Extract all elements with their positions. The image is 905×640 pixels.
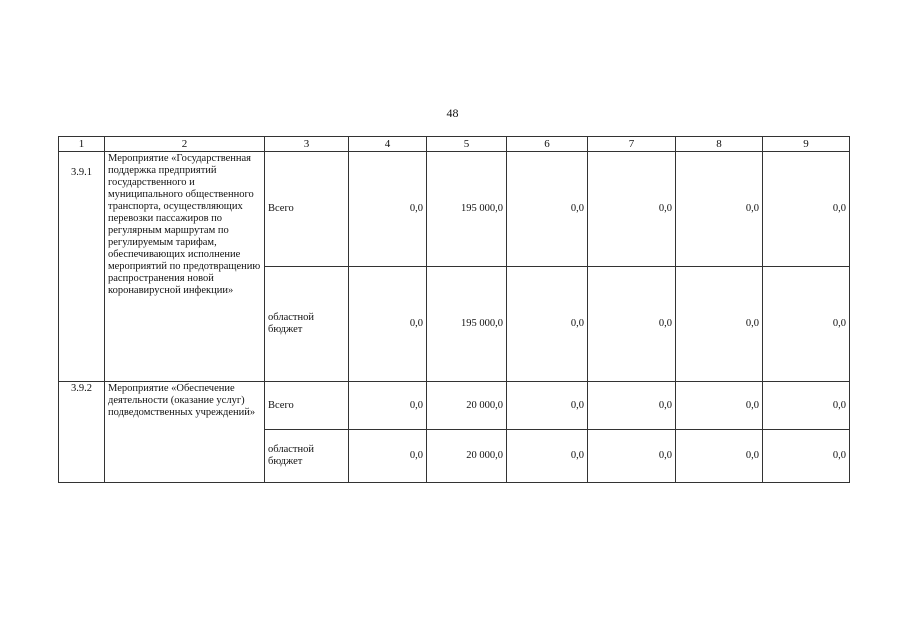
table-cell: 0,0 <box>676 152 763 267</box>
item-code: 3.9.2 <box>59 382 105 483</box>
column-header: 6 <box>507 137 588 152</box>
table-cell: 0,0 <box>507 430 588 483</box>
table-cell: 0,0 <box>349 382 427 430</box>
table-row <box>59 382 850 430</box>
table-cell: 0,0 <box>349 152 427 267</box>
table-cell: 0,0 <box>588 152 676 267</box>
table-cell: 0,0 <box>763 267 850 382</box>
table-cell: 0,0 <box>507 267 588 382</box>
column-header: 9 <box>763 137 850 152</box>
table-cell: 0,0 <box>349 267 427 382</box>
column-header: 5 <box>427 137 507 152</box>
column-header: 3 <box>265 137 349 152</box>
table-row <box>59 152 850 267</box>
table-cell: 0,0 <box>588 382 676 430</box>
funding-source: Всего <box>265 152 349 267</box>
funding-source: Всего <box>265 382 349 430</box>
table-cell: 0,0 <box>763 382 850 430</box>
table-cell: 0,0 <box>763 430 850 483</box>
item-name: Мероприятие «Государственная поддержка предприятий государственного и муниципального общественного транспорта, осуществляющих перевозки пассажиров по регулярным маршрутам по регулируемым тарифам, обеспечивающих исполнение мероприятий по предотвращению распространения новой коронавирусной инфекции» <box>105 152 265 382</box>
funding-source: областной бюджет <box>265 430 349 483</box>
table-cell: 0,0 <box>763 152 850 267</box>
table-cell: 195 000,0 <box>427 152 507 267</box>
table-cell: 0,0 <box>676 382 763 430</box>
table-cell: 0,0 <box>676 267 763 382</box>
table-cell: 0,0 <box>507 382 588 430</box>
column-header: 4 <box>349 137 427 152</box>
table-cell: 20 000,0 <box>427 382 507 430</box>
column-header: 2 <box>105 137 265 152</box>
table-cell: 0,0 <box>507 152 588 267</box>
table-cell: 0,0 <box>676 430 763 483</box>
item-name: Мероприятие «Обеспечение деятельности (оказание услуг) подведомственных учреждений» <box>105 382 265 483</box>
budget-table <box>58 136 850 483</box>
page-number: 48 <box>446 106 459 120</box>
table-cell: 20 000,0 <box>427 430 507 483</box>
column-header: 7 <box>588 137 676 152</box>
funding-source: областной бюджет <box>265 267 349 382</box>
column-header: 1 <box>59 137 105 152</box>
table-cell: 0,0 <box>349 430 427 483</box>
column-header: 8 <box>676 137 763 152</box>
table-cell: 0,0 <box>588 430 676 483</box>
item-code: 3.9.1 <box>59 152 105 382</box>
table-cell: 0,0 <box>588 267 676 382</box>
header-row <box>59 137 850 152</box>
table-cell: 195 000,0 <box>427 267 507 382</box>
